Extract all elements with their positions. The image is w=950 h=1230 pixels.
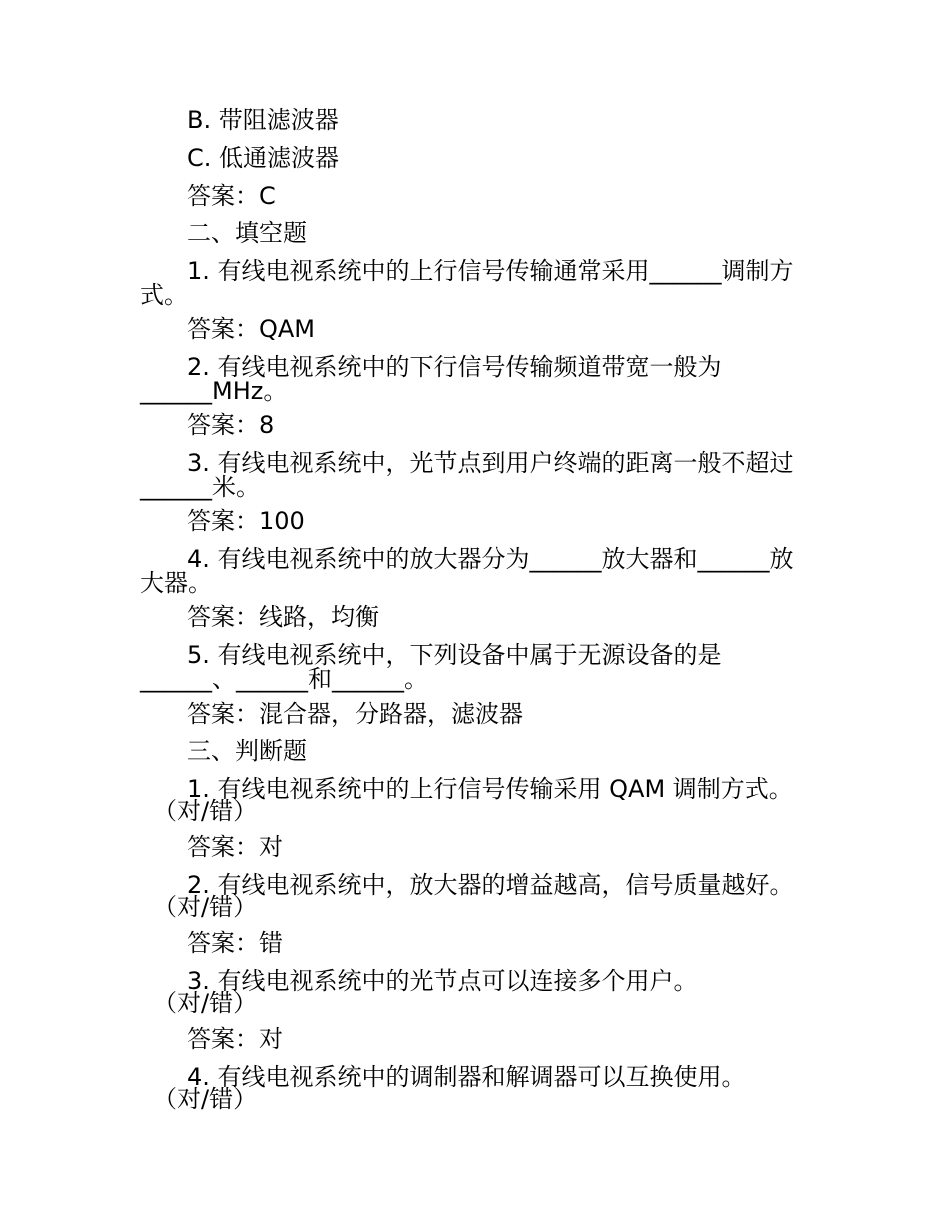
fill-q5-line2: ______、______和______。	[140, 665, 428, 693]
section-heading-fill-blank: 二、填空题	[187, 219, 307, 247]
option-b: B. 带阻滤波器	[187, 106, 339, 134]
tf-q2-line2: （对/错）	[153, 893, 258, 921]
fill-q1-line1: 1. 有线电视系统中的上行信号传输通常采用______调制方	[187, 257, 794, 285]
fill-q1-line2: 式。	[140, 281, 188, 309]
tf-q1-line1: 1. 有线电视系统中的上行信号传输采用 QAM 调制方式。	[187, 775, 793, 803]
tf-q4-line2: （对/错）	[153, 1085, 258, 1113]
fill-q2-line2: ______MHz。	[140, 377, 288, 405]
tf-q2-answer: 答案：错	[187, 929, 283, 957]
tf-q3-line1: 3. 有线电视系统中的光节点可以连接多个用户。	[187, 967, 698, 995]
tf-q4-line1: 4. 有线电视系统中的调制器和解调器可以互换使用。	[187, 1063, 746, 1091]
fill-q4-line1: 4. 有线电视系统中的放大器分为______放大器和______放	[187, 545, 794, 573]
option-c: C. 低通滤波器	[187, 144, 340, 172]
tf-q1-answer: 答案：对	[187, 833, 283, 861]
fill-q2-answer: 答案：8	[187, 411, 275, 439]
fill-q1-answer: 答案：QAM	[187, 315, 316, 343]
answer-prev: 答案：C	[187, 182, 276, 210]
fill-q2-line1: 2. 有线电视系统中的下行信号传输频道带宽一般为	[187, 353, 722, 381]
section-heading-true-false: 三、判断题	[187, 737, 307, 765]
fill-q3-line1: 3. 有线电视系统中，光节点到用户终端的距离一般不超过	[187, 449, 794, 477]
tf-q2-line1: 2. 有线电视系统中，放大器的增益越高，信号质量越好。	[187, 871, 794, 899]
fill-q5-line1: 5. 有线电视系统中，下列设备中属于无源设备的是	[187, 641, 722, 669]
fill-q4-line2: 大器。	[140, 569, 212, 597]
fill-q4-answer: 答案：线路，均衡	[187, 603, 379, 631]
fill-q3-line2: ______米。	[140, 473, 260, 501]
tf-q3-answer: 答案：对	[187, 1025, 283, 1053]
tf-q3-line2: （对/错）	[153, 989, 258, 1017]
fill-q3-answer: 答案：100	[187, 507, 305, 535]
tf-q1-line2: （对/错）	[153, 797, 258, 825]
fill-q5-answer: 答案：混合器，分路器，滤波器	[187, 700, 523, 728]
